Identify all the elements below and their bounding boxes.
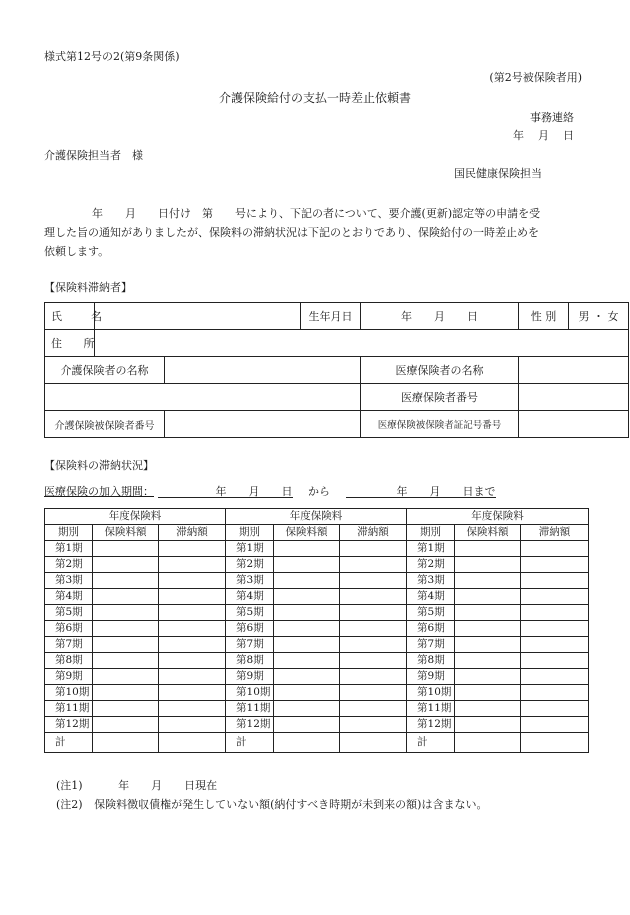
- body-paragraph: [44, 204, 589, 261]
- arrears-amount-cell[interactable]: [159, 605, 226, 621]
- period-label: 第12期: [226, 717, 274, 733]
- period-label: 第4期: [226, 589, 274, 605]
- premium-amount-cell[interactable]: [455, 701, 521, 717]
- arrears-amount-cell[interactable]: [340, 685, 407, 701]
- premium-amount-cell[interactable]: [93, 541, 159, 557]
- arrears-amount-cell[interactable]: [521, 717, 589, 733]
- premium-amount-cell[interactable]: [455, 653, 521, 669]
- arrears-amount-cell[interactable]: [340, 573, 407, 589]
- period-label: 第5期: [407, 605, 455, 621]
- arrears-amount-cell[interactable]: [521, 637, 589, 653]
- premium-amount-cell[interactable]: [93, 557, 159, 573]
- premium-amount-cell[interactable]: [93, 701, 159, 717]
- premium-amount-cell[interactable]: [455, 669, 521, 685]
- note1-text: 年 月 日現在: [118, 779, 218, 792]
- arrears-amount-cell[interactable]: [159, 685, 226, 701]
- medical-insurer-no-field[interactable]: [519, 384, 629, 411]
- period-label: 第7期: [407, 637, 455, 653]
- period-label: 第11期: [45, 701, 93, 717]
- page-title: 介護保険給付の支払一時差止依頼書: [218, 91, 411, 105]
- arrears-amount-cell[interactable]: [159, 541, 226, 557]
- period-label: 第9期: [407, 669, 455, 685]
- premium-amount-cell[interactable]: [455, 589, 521, 605]
- period-label: 第10期: [45, 685, 93, 701]
- period-label: 第11期: [226, 701, 274, 717]
- sender: 国民健康保険担当: [454, 167, 542, 180]
- col-amount: 保険料額: [274, 525, 340, 541]
- section2-heading: 【保険料の滞納状況】: [44, 459, 154, 472]
- period-row: [45, 669, 589, 685]
- period-label: 第7期: [45, 637, 93, 653]
- period-row: [45, 557, 589, 573]
- total-label: 計: [226, 733, 274, 753]
- total-amount-cell[interactable]: [93, 733, 159, 753]
- arrears-amount-cell[interactable]: [159, 557, 226, 573]
- period-row: [45, 573, 589, 589]
- period-row: [45, 701, 589, 717]
- arrears-amount-cell[interactable]: [340, 637, 407, 653]
- period-label: 第4期: [45, 589, 93, 605]
- medical-insurer-field[interactable]: [519, 357, 629, 384]
- period-from[interactable]: 年 月 日: [158, 486, 293, 498]
- premium-amount-cell[interactable]: [93, 637, 159, 653]
- premium-amount-cell[interactable]: [274, 717, 340, 733]
- premium-amount-cell[interactable]: [93, 669, 159, 685]
- total-label: 計: [45, 733, 93, 753]
- period-label: 第6期: [407, 621, 455, 637]
- arrears-amount-cell[interactable]: [340, 541, 407, 557]
- premium-amount-cell[interactable]: [274, 589, 340, 605]
- premium-amount-cell[interactable]: [274, 669, 340, 685]
- form-number: 様式第12号の2(第9条関係): [44, 50, 180, 63]
- period-label: 第12期: [407, 717, 455, 733]
- premium-amount-cell[interactable]: [455, 541, 521, 557]
- premium-amount-cell[interactable]: [93, 653, 159, 669]
- premium-amount-cell[interactable]: [455, 685, 521, 701]
- premium-amount-cell[interactable]: [93, 573, 159, 589]
- body-line-3: 依頼します。: [44, 245, 110, 258]
- period-label: 第2期: [407, 557, 455, 573]
- col-amount: 保険料額: [455, 525, 521, 541]
- premium-amount-cell[interactable]: [93, 717, 159, 733]
- care-insured-no-field[interactable]: [165, 411, 361, 438]
- fy-header-1: 年度保険料: [45, 509, 226, 525]
- note-2: [56, 799, 487, 810]
- period-label: 第11期: [407, 701, 455, 717]
- period-label: 第5期: [45, 605, 93, 621]
- period-label: 第3期: [45, 573, 93, 589]
- name-label: 氏 名: [45, 303, 95, 330]
- arrears-amount-cell[interactable]: [340, 701, 407, 717]
- period-row: [45, 541, 589, 557]
- arrears-amount-cell[interactable]: [340, 669, 407, 685]
- col-arrears: 滞納額: [340, 525, 407, 541]
- notice-type: 事務連絡: [530, 111, 574, 124]
- total-label: 計: [407, 733, 455, 753]
- addressee: 介護保険担当者 様: [44, 149, 143, 162]
- date-month: 月: [538, 129, 549, 142]
- premium-amount-cell[interactable]: [93, 621, 159, 637]
- period-label: 第3期: [407, 573, 455, 589]
- col-arrears: 滞納額: [159, 525, 226, 541]
- premium-amount-cell[interactable]: [93, 605, 159, 621]
- period-label: 医療保険の加入期間：: [44, 485, 154, 498]
- period-label: 第10期: [407, 685, 455, 701]
- period-label: 第8期: [45, 653, 93, 669]
- note2-label: (注2): [56, 798, 83, 811]
- care-insured-no-label: 介護保険被保険者番号: [45, 411, 165, 438]
- premium-amount-cell[interactable]: [274, 685, 340, 701]
- period-label: 第6期: [45, 621, 93, 637]
- period-row: [45, 685, 589, 701]
- period-row: [45, 717, 589, 733]
- date-day: 日: [563, 129, 574, 142]
- arrears-amount-cell[interactable]: [521, 589, 589, 605]
- total-arrears-cell[interactable]: [340, 733, 407, 753]
- care-insurer-field[interactable]: [165, 357, 361, 384]
- arrears-amount-cell[interactable]: [521, 685, 589, 701]
- period-row: [45, 589, 589, 605]
- col-period: 期別: [45, 525, 93, 541]
- medical-insurer-no-label: 医療保険者番号: [361, 384, 519, 411]
- arrears-amount-cell[interactable]: [521, 573, 589, 589]
- blank-cell[interactable]: [45, 384, 361, 411]
- fy-header-3: 年度保険料: [407, 509, 589, 525]
- total-arrears-cell[interactable]: [159, 733, 226, 753]
- arrears-amount-cell[interactable]: [340, 589, 407, 605]
- arrears-amount-cell[interactable]: [521, 621, 589, 637]
- premium-amount-cell[interactable]: [455, 605, 521, 621]
- address-label: 住 所: [45, 330, 95, 357]
- arrears-amount-cell[interactable]: [521, 605, 589, 621]
- birth-label: 生年月日: [301, 303, 361, 330]
- name-field[interactable]: [95, 303, 301, 330]
- arrears-amount-cell[interactable]: [340, 717, 407, 733]
- arrears-amount-cell[interactable]: [340, 557, 407, 573]
- birth-field[interactable]: 年 月 日: [361, 303, 519, 330]
- arrears-amount-cell[interactable]: [521, 653, 589, 669]
- period-to[interactable]: 年 月 日まで: [346, 486, 496, 498]
- premium-amount-cell[interactable]: [93, 685, 159, 701]
- arrears-amount-cell[interactable]: [159, 669, 226, 685]
- period-separator: から: [308, 485, 330, 498]
- period-label: 第5期: [226, 605, 274, 621]
- period-row: [45, 653, 589, 669]
- premium-amount-cell[interactable]: [274, 621, 340, 637]
- premium-amount-cell[interactable]: [455, 717, 521, 733]
- period-label: 第2期: [45, 557, 93, 573]
- gender-field[interactable]: 男 ・ 女: [569, 303, 629, 330]
- premium-amount-cell[interactable]: [455, 573, 521, 589]
- premium-amount-cell[interactable]: [274, 541, 340, 557]
- section1-heading: 【保険料滞納者】: [44, 281, 132, 294]
- premium-amount-cell[interactable]: [455, 637, 521, 653]
- premium-amount-cell[interactable]: [455, 621, 521, 637]
- col-period: 期別: [226, 525, 274, 541]
- premium-amount-cell[interactable]: [274, 605, 340, 621]
- premium-amount-cell[interactable]: [274, 573, 340, 589]
- col-period: 期別: [407, 525, 455, 541]
- arrears-amount-cell[interactable]: [340, 605, 407, 621]
- arrears-amount-cell[interactable]: [159, 589, 226, 605]
- total-arrears-cell[interactable]: [521, 733, 589, 753]
- fy-header-2: 年度保険料: [226, 509, 407, 525]
- care-insurer-label: 介護保険者の名称: [45, 357, 165, 384]
- premium-amount-cell[interactable]: [274, 653, 340, 669]
- arrears-amount-cell[interactable]: [340, 621, 407, 637]
- period-row: [45, 605, 589, 621]
- date-year: 年: [513, 129, 524, 142]
- period-label: 第1期: [407, 541, 455, 557]
- arrears-amount-cell[interactable]: [159, 653, 226, 669]
- period-label: 第12期: [45, 717, 93, 733]
- period-label: 第9期: [45, 669, 93, 685]
- period-label: 第1期: [226, 541, 274, 557]
- medical-insurer-label: 医療保険者の名称: [361, 357, 519, 384]
- arrears-amount-cell[interactable]: [521, 669, 589, 685]
- address-field[interactable]: [95, 330, 629, 357]
- period-label: 第4期: [407, 589, 455, 605]
- gender-label: 性 別: [519, 303, 569, 330]
- total-amount-cell[interactable]: [455, 733, 521, 753]
- period-label: 第8期: [226, 653, 274, 669]
- total-amount-cell[interactable]: [274, 733, 340, 753]
- medical-insured-no-label: 医療保険被保険者証記号番号: [361, 411, 519, 438]
- col-arrears: 滞納額: [521, 525, 589, 541]
- arrears-amount-cell[interactable]: [521, 541, 589, 557]
- premium-amount-cell[interactable]: [93, 589, 159, 605]
- arrears-amount-cell[interactable]: [521, 701, 589, 717]
- period-label: 第2期: [226, 557, 274, 573]
- arrears-amount-cell[interactable]: [159, 717, 226, 733]
- period-row: [45, 621, 589, 637]
- period-label: 第1期: [45, 541, 93, 557]
- note-1: [56, 780, 217, 791]
- note1-label: (注1): [56, 779, 83, 792]
- premium-amount-cell[interactable]: [274, 637, 340, 653]
- delinquent-info-table: [44, 302, 629, 438]
- period-row: [45, 637, 589, 653]
- period-label: 第10期: [226, 685, 274, 701]
- date-line: [513, 130, 574, 141]
- form-subtitle: (第2号被保険者用): [489, 71, 582, 84]
- arrears-amount-cell[interactable]: [159, 573, 226, 589]
- arrears-amount-cell[interactable]: [340, 653, 407, 669]
- period-label: 第8期: [407, 653, 455, 669]
- period-label: 第9期: [226, 669, 274, 685]
- period-label: 第3期: [226, 573, 274, 589]
- body-line-1: 年 月 日付け 第 号により、下記の者について、要介護(更新)認定等の申請を受: [92, 207, 541, 220]
- arrears-amount-cell[interactable]: [159, 637, 226, 653]
- premium-amount-cell[interactable]: [274, 701, 340, 717]
- medical-insured-no-field[interactable]: [519, 411, 629, 438]
- arrears-table: [44, 508, 589, 753]
- premium-amount-cell[interactable]: [455, 557, 521, 573]
- premium-amount-cell[interactable]: [274, 557, 340, 573]
- col-amount: 保険料額: [93, 525, 159, 541]
- period-label: 第6期: [226, 621, 274, 637]
- arrears-amount-cell[interactable]: [521, 557, 589, 573]
- enrollment-period: [44, 486, 496, 498]
- body-line-2: 理した旨の通知がありましたが、保険料の滞納状況は下記のとおりであり、保険給付の一時差止めを: [44, 226, 539, 239]
- period-label: 第7期: [226, 637, 274, 653]
- note2-text: 保険料徴収債権が発生していない額(納付すべき時期が未到来の額)は含まない。: [94, 798, 488, 811]
- arrears-amount-cell[interactable]: [159, 621, 226, 637]
- arrears-amount-cell[interactable]: [159, 701, 226, 717]
